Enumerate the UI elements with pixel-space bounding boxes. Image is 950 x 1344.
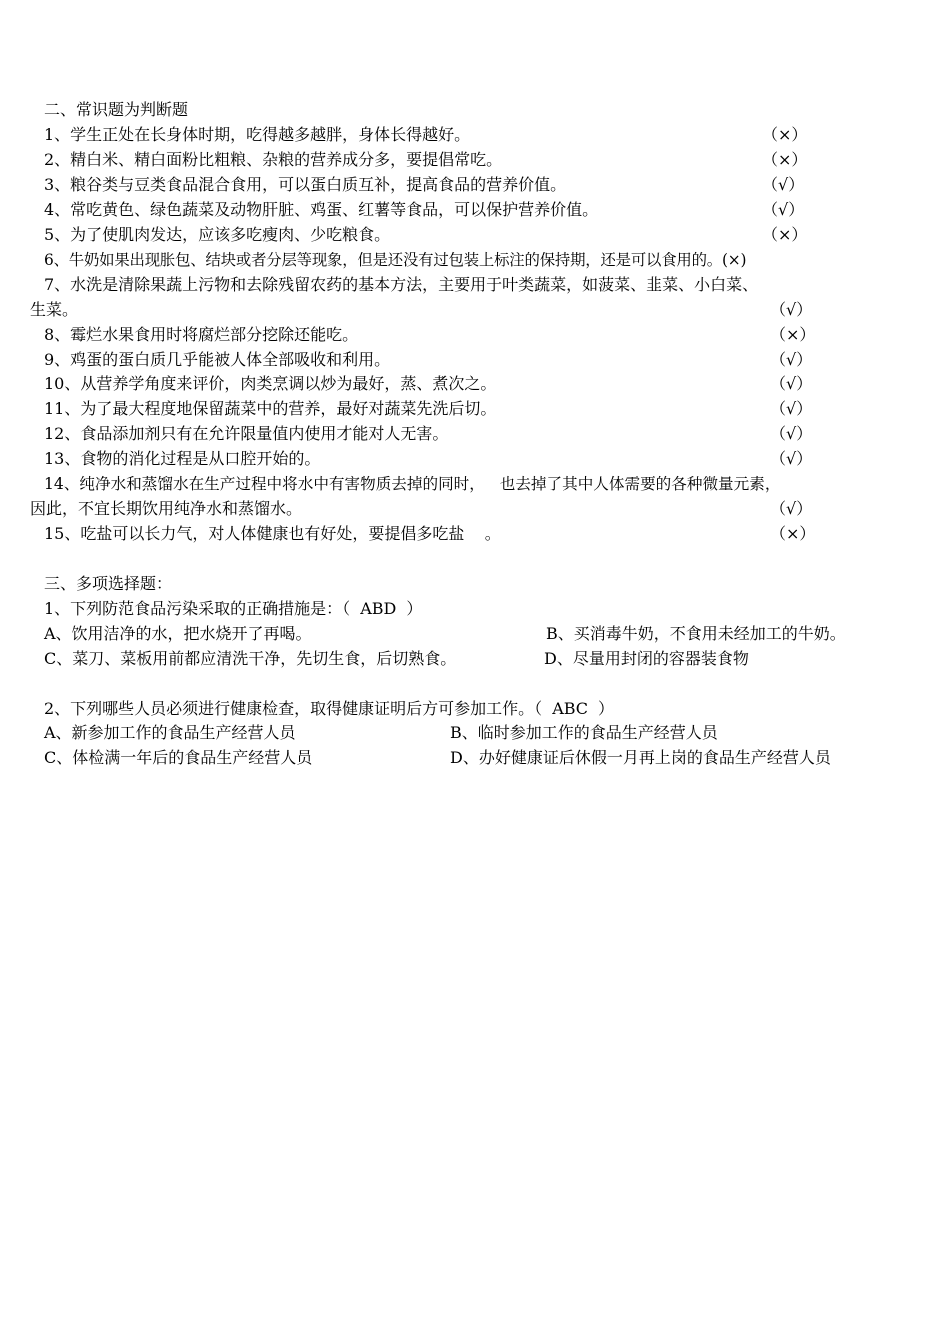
mc-question-2-option-b: B、临时参加工作的食品生产经营人员 — [450, 723, 718, 742]
mc-question-2-option-d: D、办好健康证后休假一月再上岗的食品生产经营人员 — [450, 748, 831, 767]
judgement-mark-9: （√） — [770, 350, 813, 369]
judgement-mark-1: （×） — [762, 125, 808, 144]
mc-question-1-answer: ABD — [360, 599, 397, 618]
section3-heading: 三、多项选择题： — [44, 574, 173, 593]
judgement-mark-10: （√） — [770, 374, 813, 393]
judgement-item-7: 7、水洗是清除果蔬上污物和去除残留农药的基本方法，主要用于叶类蔬菜，如菠菜、韭菜、小白菜、 — [44, 275, 759, 294]
judgement-item-10: 10、从营养学角度来评价，肉类烹调以炒为最好，蒸、煮次之。 — [44, 374, 497, 393]
judgement-item-15: 15、吃盐可以长力气，对人体健康也有好处，要提倡多吃盐 。 — [44, 524, 501, 543]
judgement-item-9: 9、鸡蛋的蛋白质几乎能被人体全部吸收和利用。 — [44, 350, 391, 369]
judgement-item-12: 12、食品添加剂只有在允许限量值内使用才能对人无害。 — [44, 424, 449, 443]
mc-question-1-close: ） — [406, 599, 423, 618]
judgement-item-3: 3、粮谷类与豆类食品混合食用，可以蛋白质互补，提高食品的营养价值。 — [44, 175, 567, 194]
mc-question-1-option-d: D、尽量用封闭的容器装食物 — [544, 649, 749, 668]
judgement-item-5: 5、为了使肌肉发达，应该多吃瘦肉、少吃粮食。 — [44, 225, 391, 244]
mc-question-2-option-c: C、体检满一年后的食品生产经营人员 — [44, 748, 313, 767]
judgement-mark-3: （√） — [762, 175, 805, 194]
section2-heading: 二、常识题为判断题 — [44, 100, 189, 119]
judgement-item-1: 1、学生正处在长身体时期，吃得越多越胖，身体长得越好。 — [44, 125, 471, 144]
judgement-item-7-cont: 生菜。 — [30, 300, 79, 319]
mc-question-1-option-c: C、菜刀、菜板用前都应清洗干净，先切生食，后切熟食。 — [44, 649, 457, 668]
judgement-mark-15: （×） — [770, 524, 816, 543]
mc-question-1-option-b: B、买消毒牛奶，不食用未经加工的牛奶。 — [546, 624, 846, 643]
mc-question-1 — [44, 597, 422, 621]
judgement-mark-13: （√） — [770, 449, 813, 468]
judgement-item-6: 6、牛奶如果出现胀包、结块或者分层等现象，但是还没有过包装上标注的保持期，还是可以食用的。(×) — [44, 251, 747, 269]
judgement-item-11: 11、为了最大程度地保留蔬菜中的营养，最好对蔬菜先洗后切。 — [44, 399, 497, 418]
mc-question-2-option-a: A、新参加工作的食品生产经营人员 — [44, 723, 296, 742]
mc-question-2-answer: ABC — [552, 699, 589, 718]
judgement-item-13: 13、食物的消化过程是从口腔开始的。 — [44, 449, 321, 468]
mc-question-2-close: ） — [598, 699, 615, 718]
judgement-mark-11: （√） — [770, 399, 813, 418]
judgement-item-14-cont: 因此，不宜长期饮用纯净水和蒸馏水。 — [30, 499, 303, 518]
judgement-mark-12: （√） — [770, 424, 813, 443]
judgement-item-4: 4、常吃黄色、绿色蔬菜及动物肝脏、鸡蛋、红薯等食品，可以保护营养价值。 — [44, 200, 599, 219]
judgement-mark-2: （×） — [762, 150, 808, 169]
mc-question-1-option-a: A、饮用洁净的水，把水烧开了再喝。 — [44, 624, 312, 643]
judgement-mark-14: （√） — [770, 499, 813, 518]
mc-question-2 — [44, 697, 614, 721]
judgement-mark-7: （√） — [770, 300, 813, 319]
judgement-item-14: 14、纯净水和蒸馏水在生产过程中将水中有害物质去掉的同时， 也去掉了其中人体需要的各种微量元素， — [44, 475, 781, 493]
judgement-mark-5: （×） — [762, 225, 808, 244]
judgement-item-2: 2、精白米、精白面粉比粗粮、杂粮的营养成分多，要提倡常吃。 — [44, 150, 503, 169]
judgement-item-8: 8、霉烂水果食用时将腐烂部分挖除还能吃。 — [44, 325, 359, 344]
judgement-mark-8: （×） — [770, 325, 816, 344]
judgement-mark-4: （√） — [762, 200, 805, 219]
mc-question-1-stem: 1、下列防范食品污染采取的正确措施是：（ — [44, 599, 351, 618]
mc-question-2-stem: 2、下列哪些人员必须进行健康检查，取得健康证明后方可参加工作。（ — [44, 699, 543, 718]
